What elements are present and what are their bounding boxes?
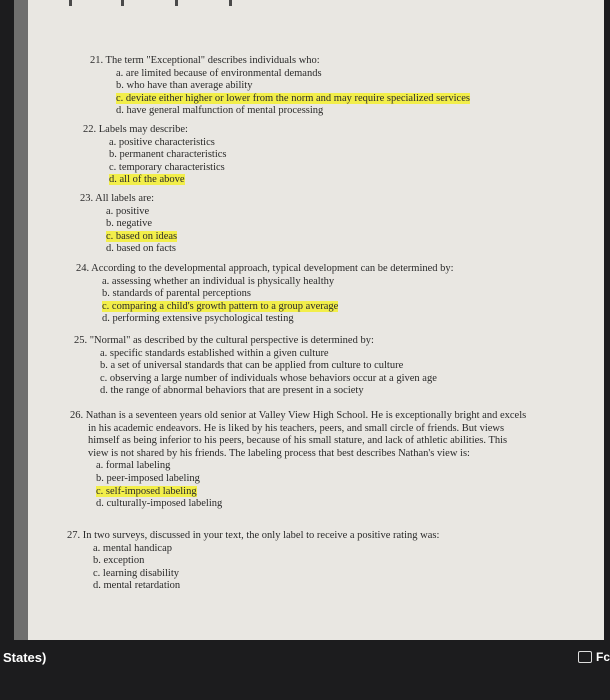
- option-b: b. permanent characteristics: [109, 149, 227, 161]
- option-d: d. the range of abnormal behaviors that are present in a society: [100, 385, 364, 397]
- question-stem: 22. Labels may describe:: [83, 124, 188, 135]
- question-stem-line-4: view is not shared by his friends. The labeling process that best describes Nathan's view is:: [88, 447, 470, 459]
- page-edge: [14, 0, 28, 640]
- option-a: a. positive: [106, 205, 150, 217]
- question-stem-line-3: himself as being inferior to his peers, because of his small stature, and lack of athletic abilities. This: [88, 435, 508, 447]
- option-a: a. assessing whether an individual is physically healthy: [102, 275, 335, 287]
- option-a: a. mental handicap: [93, 542, 173, 554]
- option-b: b. a set of universal standards that can be applied from culture to culture: [100, 360, 404, 372]
- document-page: [14, 0, 604, 640]
- question-23: [80, 193, 177, 256]
- question-27: [67, 530, 439, 593]
- option-d: d. mental retardation: [93, 580, 181, 592]
- question-stem: 27. In two surveys, discussed in your text, the only label to receive a positive rating was:: [67, 530, 440, 541]
- question-24: [76, 263, 454, 326]
- question-stem: 24. According to the developmental approach, typical development can be determined by:: [76, 263, 454, 274]
- option-b: b. exception: [93, 555, 145, 567]
- taskbar-left-text: States): [3, 650, 47, 665]
- option-b: b. standards of parental perceptions: [102, 288, 251, 300]
- question-21: [90, 55, 470, 118]
- question-stem: 23. All labels are:: [80, 193, 155, 204]
- option-d: d. culturally-imposed labeling: [96, 498, 223, 510]
- taskbar: [0, 640, 610, 700]
- question-stem: 21. The term "Exceptional" describes individuals who:: [90, 55, 320, 66]
- question-25: [74, 335, 437, 398]
- question-26: [70, 410, 526, 511]
- option-b: b. peer-imposed labeling: [96, 472, 200, 484]
- question-stem: 25. "Normal" as described by the cultural perspective is determined by:: [74, 335, 374, 346]
- question-stem-line-2: in his academic endeavors. He is liked by his teachers, peers, and small circle of friends. But views: [88, 422, 505, 434]
- option-d: d. have general malfunction of mental processing: [116, 105, 324, 117]
- option-b: b. negative: [106, 218, 153, 230]
- taskbar-right-text: Fc: [596, 650, 610, 664]
- option-c: c. learning disability: [93, 567, 180, 579]
- option-c-highlighted: c. comparing a child's growth pattern to a group average: [102, 300, 339, 312]
- option-d: d. performing extensive psychological testing: [102, 313, 294, 325]
- taskbar-right-button[interactable]: [578, 650, 610, 666]
- option-c-highlighted: c. deviate either higher or lower from the norm and may require specialized services: [116, 92, 470, 104]
- option-a: a. specific standards established within a given culture: [100, 347, 329, 359]
- option-b: b. who have than average ability: [116, 80, 253, 92]
- option-a: a. positive characteristics: [109, 136, 215, 148]
- option-c-highlighted: c. self-imposed labeling: [96, 485, 197, 497]
- question-stem-line-1: 26. Nathan is a seventeen years old senior at Valley View High School. He is exceptionally bright and excels: [70, 410, 527, 421]
- keyboard-icon: [578, 651, 592, 663]
- option-c: c. observing a large number of individuals whose behaviors occur at a given age: [100, 372, 437, 384]
- option-a: a. formal labeling: [96, 460, 171, 472]
- question-22: [83, 124, 226, 187]
- option-d: d. based on facts: [106, 243, 176, 255]
- option-a: a. are limited because of environmental demands: [116, 67, 322, 79]
- option-d-highlighted: d. all of the above: [109, 174, 185, 186]
- option-c-highlighted: c. based on ideas: [106, 230, 178, 242]
- option-c: c. temporary characteristics: [109, 161, 225, 173]
